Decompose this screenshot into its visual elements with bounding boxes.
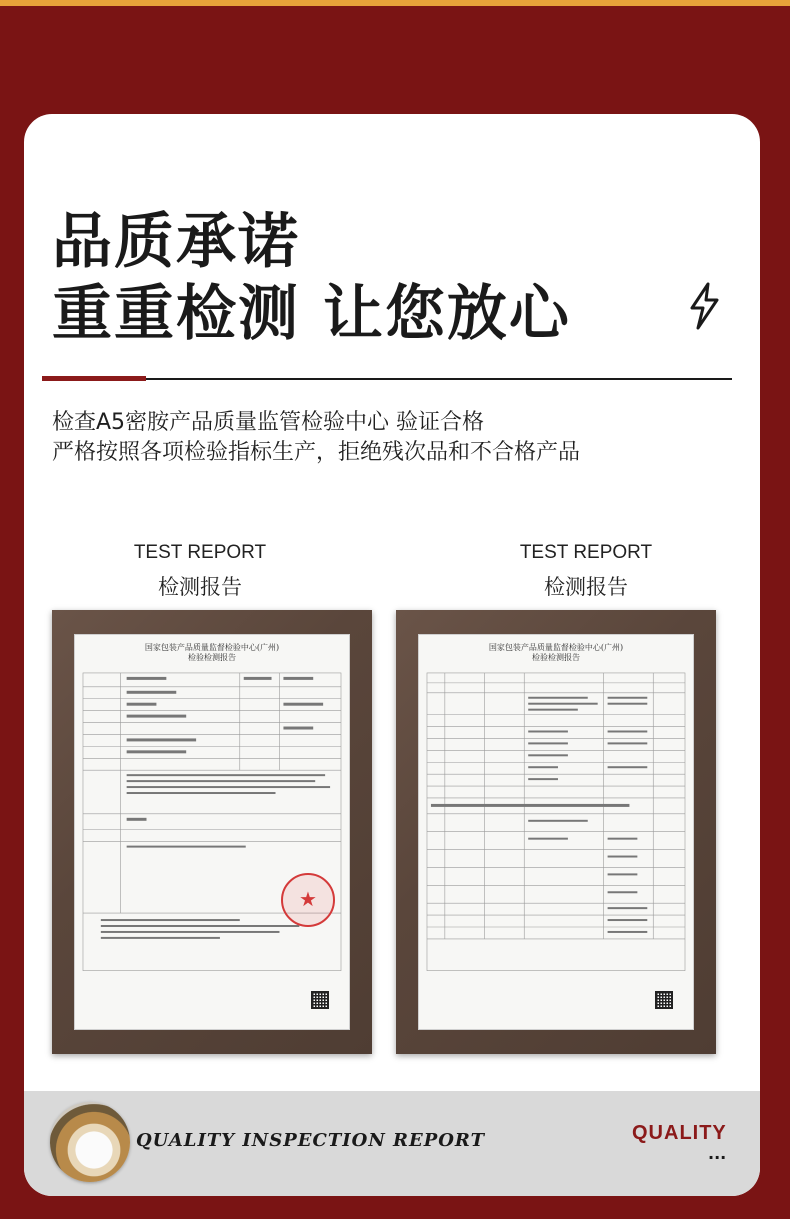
document-table <box>81 665 343 983</box>
report-document-right <box>418 634 694 1030</box>
top-accent-stripe <box>0 0 790 6</box>
content-card <box>24 114 760 1196</box>
divider-accent <box>42 376 146 381</box>
qr-code <box>311 991 329 1009</box>
document-subtitle: 检验检测报告 <box>188 653 236 662</box>
qr-code <box>655 991 673 1009</box>
document-subtitle: 检验检测报告 <box>532 653 580 662</box>
lightning-bolt-icon <box>684 282 724 330</box>
report-frame-left <box>52 610 372 1054</box>
document-table <box>425 665 687 983</box>
report-title-en: TEST REPORT <box>133 542 267 563</box>
report-frame-right <box>396 610 716 1054</box>
document-title: 国家包装产品质量监督检验中心(广州) <box>144 643 280 652</box>
headline-line-2: 重重检测 让您放心 <box>52 279 571 349</box>
report-title-cn: 检测报告 <box>544 575 628 599</box>
footer-slogan: QUALITY INSPECTION REPORT <box>136 1130 485 1151</box>
report-title-en: TEST REPORT <box>519 542 653 563</box>
quality-dots: ... <box>708 1144 727 1163</box>
description-line-2: 严格按照各项检验指标生产，拒绝残次品和不合格产品 <box>52 440 581 465</box>
food-plate-image <box>50 1102 130 1182</box>
report-heading-left <box>100 541 300 603</box>
official-stamp <box>281 873 335 927</box>
report-document-left <box>74 634 350 1030</box>
report-heading-right <box>486 541 686 603</box>
document-title: 国家包装产品质量监督检验中心(广州) <box>488 643 624 652</box>
quality-badge: QUALITY <box>632 1122 727 1144</box>
description-line-1: 检查A5密胺产品质量监管检验中心 验证合格 <box>52 410 485 435</box>
report-title-cn: 检测报告 <box>158 575 242 599</box>
headline-line-1: 品质承诺 <box>52 207 300 277</box>
